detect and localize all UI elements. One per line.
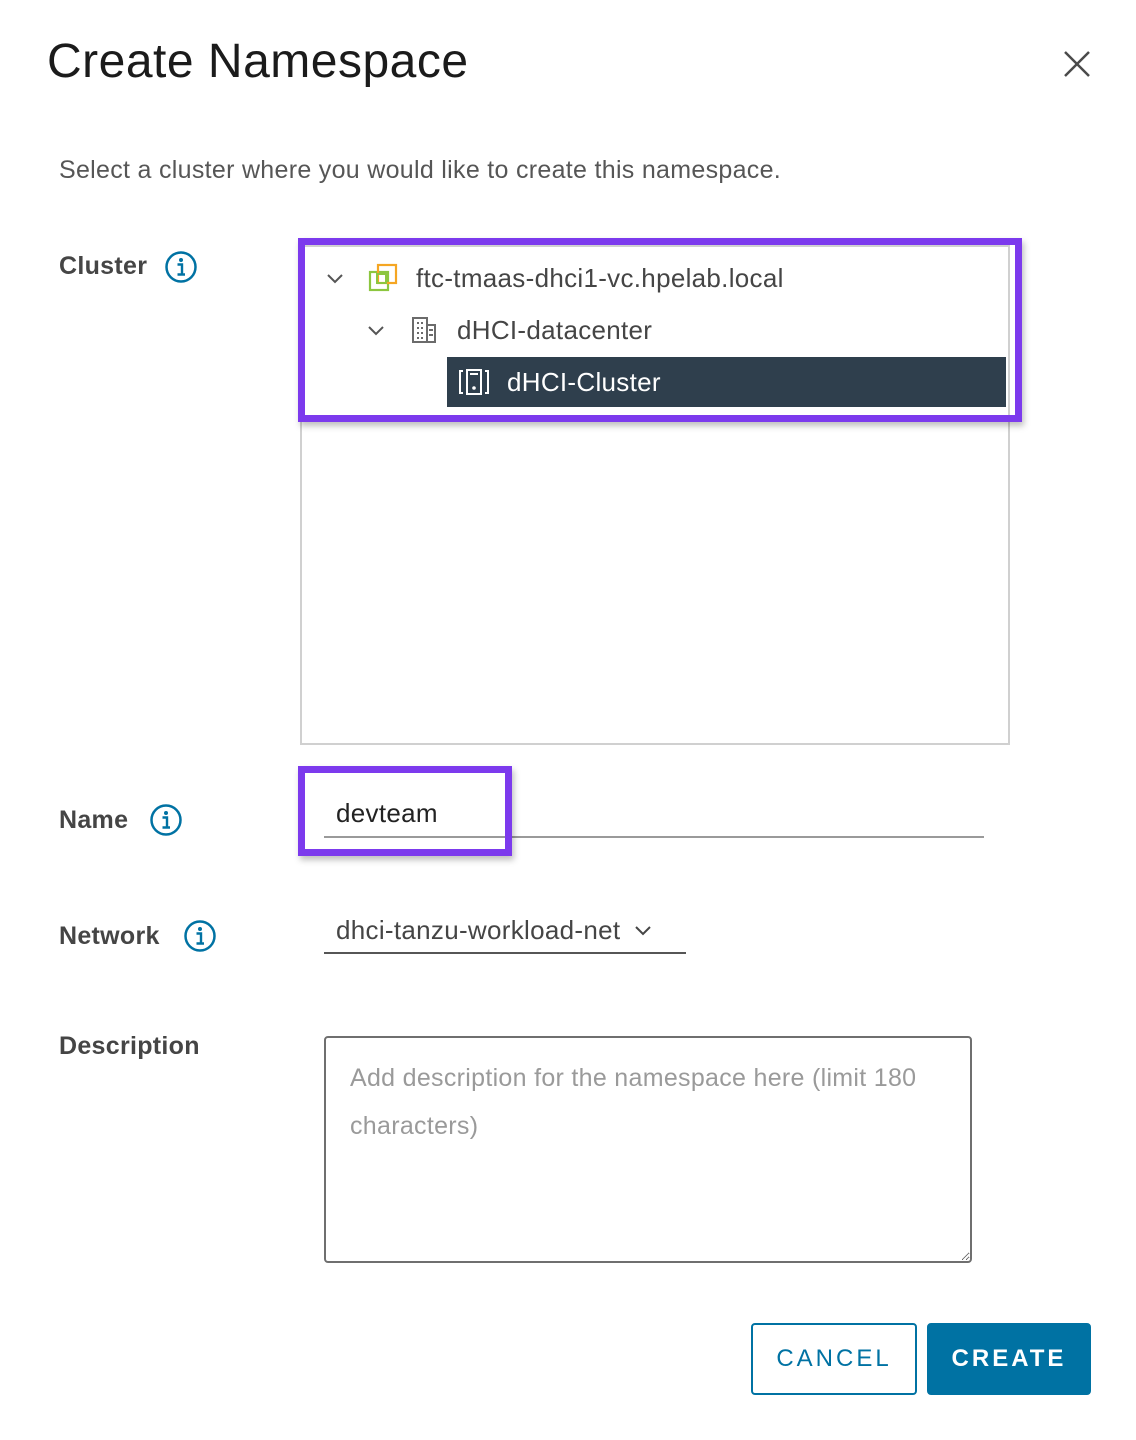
cluster-info-icon[interactable] (164, 250, 198, 284)
chevron-down-icon[interactable] (365, 319, 387, 341)
description-textarea[interactable] (324, 1036, 972, 1263)
cluster-tree (300, 245, 1010, 745)
tree-node-vcenter[interactable] (324, 253, 784, 303)
cluster-label: Cluster (59, 252, 148, 280)
tree-node-label: dHCI-Cluster (507, 366, 661, 397)
dialog-subtitle: Select a cluster where you would like to create this namespace. (59, 156, 782, 184)
tree-node-label: dHCI-datacenter (457, 314, 653, 345)
chevron-down-icon[interactable] (632, 919, 654, 941)
cancel-button[interactable]: CANCEL (751, 1323, 917, 1395)
network-select-value: dhci-tanzu-workload-net (336, 914, 621, 945)
name-label: Name (59, 806, 129, 834)
datacenter-icon (409, 315, 439, 345)
tree-node-cluster[interactable] (447, 357, 1006, 407)
vcenter-icon (366, 261, 400, 295)
close-icon[interactable] (1057, 44, 1097, 84)
name-info-icon[interactable] (149, 803, 183, 837)
network-label: Network (59, 922, 160, 950)
tree-node-label: ftc-tmaas-dhci1-vc.hpelab.local (416, 262, 784, 293)
chevron-down-icon[interactable] (324, 267, 346, 289)
description-label: Description (59, 1032, 200, 1060)
name-input[interactable] (324, 790, 984, 838)
cluster-icon (457, 367, 491, 397)
dialog-title: Create Namespace (47, 35, 469, 88)
network-select[interactable] (324, 908, 686, 954)
tree-node-datacenter[interactable] (365, 305, 652, 355)
create-button[interactable]: CREATE (927, 1323, 1091, 1395)
network-info-icon[interactable] (183, 919, 217, 953)
